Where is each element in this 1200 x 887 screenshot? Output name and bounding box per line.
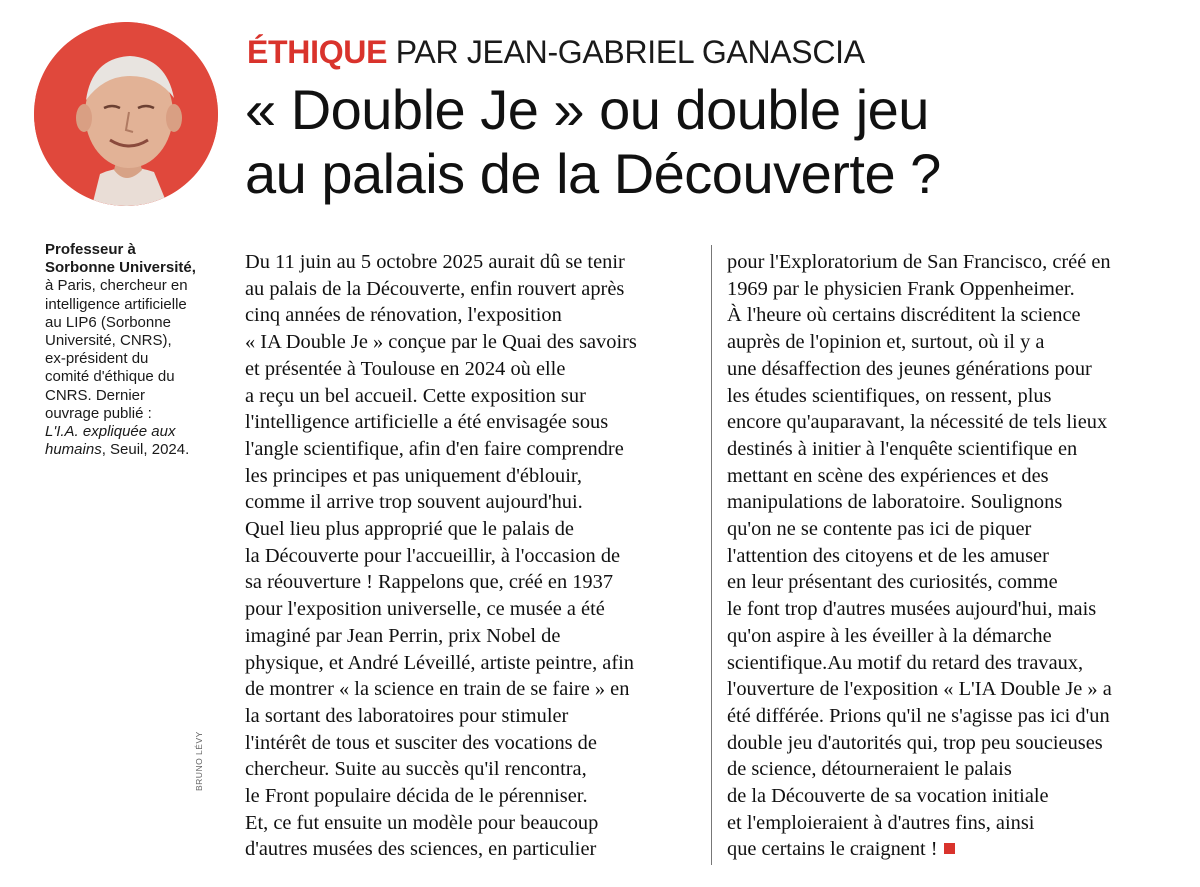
article-line: l'intérêt de tous et susciter des vocations de bbox=[245, 731, 597, 754]
book-title: humains bbox=[45, 441, 102, 459]
bio-line: CNRS. Dernier bbox=[45, 386, 146, 404]
bio-line: comité d'éthique du bbox=[45, 368, 175, 386]
article-line: 1969 par le physicien Frank Oppenheimer. bbox=[727, 277, 1075, 300]
article-line: pour l'exposition universelle, ce musée a été bbox=[245, 598, 605, 621]
rubric-label: ÉTHIQUE bbox=[247, 34, 388, 70]
book-title: L'I.A. expliquée aux bbox=[45, 423, 176, 441]
article-title bbox=[245, 78, 941, 206]
author-photo-illustration bbox=[34, 22, 218, 206]
column-divider bbox=[711, 245, 712, 865]
article-line: les principes et pas uniquement d'éblouir, bbox=[245, 464, 582, 487]
article-line: d'autres musées des sciences, en particulier bbox=[245, 838, 597, 861]
article-line: physique, et André Léveillé, artiste peintre, afin bbox=[245, 651, 634, 674]
article-line: de montrer « la science en train de se faire » en bbox=[245, 678, 630, 701]
article-line: À l'heure où certains discréditent la science bbox=[727, 304, 1081, 327]
article-kicker bbox=[247, 32, 865, 72]
article-line: la sortant des laboratoires pour stimuler bbox=[245, 704, 569, 727]
bio-title: Sorbonne Université, bbox=[45, 259, 196, 277]
bio-title: Professeur à bbox=[45, 241, 136, 258]
article-line: le Front populaire décida de le pérenniser. bbox=[245, 785, 588, 808]
article-line: de science, détourneraient le palais bbox=[727, 758, 1012, 781]
article-line: « IA Double Je » conçue par le Quai des savoirs bbox=[245, 331, 637, 354]
article-line: et l'emploieraient à d'autres fins, ainsi bbox=[727, 811, 1035, 834]
article-line: pour l'Exploratorium de San Francisco, créé en bbox=[727, 251, 1111, 273]
article-line: et présentée à Toulouse en 2024 où elle bbox=[245, 357, 566, 380]
bio-line: au LIP6 (Sorbonne bbox=[45, 313, 171, 331]
bio-line: ex-président du bbox=[45, 350, 149, 368]
article-line: comme il arrive trop souvent aujourd'hui. bbox=[245, 491, 583, 514]
bio-line: intelligence artificielle bbox=[45, 295, 187, 313]
article-column-1 bbox=[245, 249, 637, 863]
photo-credit: BRUNO LÉVY bbox=[194, 731, 204, 791]
byline: PAR JEAN-GABRIEL GANASCIA bbox=[395, 34, 865, 70]
bio-line: Université, CNRS), bbox=[45, 332, 172, 350]
article-line: l'angle scientifique, afin d'en faire comprendre bbox=[245, 437, 624, 460]
article-line: a reçu un bel accueil. Cette exposition sur bbox=[245, 384, 586, 407]
article-line: mettant en scène des expériences et des bbox=[727, 464, 1049, 487]
article-line: été différée. Prions qu'il ne s'agisse pas ici d'un bbox=[727, 704, 1110, 727]
article-line: Du 11 juin au 5 octobre 2025 aurait dû se tenir bbox=[245, 251, 625, 273]
article-line: que certains le craignent ! bbox=[727, 836, 1112, 863]
title-line: au palais de la Découverte ? bbox=[245, 142, 941, 205]
article-line: la Découverte pour l'accueillir, à l'occasion de bbox=[245, 544, 621, 567]
article-line: une désaffection des jeunes générations pour bbox=[727, 357, 1092, 380]
article-line: de la Découverte de sa vocation initiale bbox=[727, 785, 1049, 808]
article-line: Et, ce fut ensuite un modèle pour beaucoup bbox=[245, 811, 599, 834]
article-line: manipulations de laboratoire. Soulignons bbox=[727, 491, 1063, 514]
article-line: scientifique.Au motif du retard des travaux, bbox=[727, 651, 1084, 674]
article-line: les études scientifiques, on ressent, plus bbox=[727, 384, 1052, 407]
article-line: Quel lieu plus approprié que le palais de bbox=[245, 518, 574, 541]
article-line: au palais de la Découverte, enfin rouvert après bbox=[245, 277, 625, 300]
end-of-article-mark bbox=[944, 843, 955, 854]
article-line: auprès de l'opinion et, surtout, où il y a bbox=[727, 331, 1045, 354]
article-line: qu'on aspire à les éveiller à la démarche bbox=[727, 624, 1052, 647]
bio-line: à Paris, chercheur en bbox=[45, 277, 188, 295]
bio-line: ouvrage publié : bbox=[45, 404, 152, 422]
article-line: double jeu d'autorités qui, trop peu soucieuses bbox=[727, 731, 1103, 754]
author-portrait bbox=[34, 22, 218, 206]
article-line: l'intelligence artificielle a été envisagée sous bbox=[245, 411, 609, 434]
article-line: cinq années de rénovation, l'exposition bbox=[245, 304, 562, 327]
article-line: en leur présentant des curiosités, comme bbox=[727, 571, 1058, 594]
article-line: l'ouverture de l'exposition « L'IA Double Je » a bbox=[727, 678, 1112, 701]
title-line: « Double Je » ou double jeu bbox=[245, 78, 929, 141]
article-line: imaginé par Jean Perrin, prix Nobel de bbox=[245, 624, 561, 647]
article-line: l'attention des citoyens et de les amuser bbox=[727, 544, 1049, 567]
article-line: qu'on ne se contente pas ici de piquer bbox=[727, 518, 1032, 541]
author-bio bbox=[45, 241, 215, 459]
article-line: sa réouverture ! Rappelons que, créé en 1937 bbox=[245, 571, 614, 594]
article-line: destinés à initier à l'enquête scientifique en bbox=[727, 437, 1078, 460]
article-line: le font trop d'autres musées aujourd'hui, mais bbox=[727, 598, 1097, 621]
article-line: encore qu'auparavant, la nécessité de tels lieux bbox=[727, 411, 1108, 434]
article-line: chercheur. Suite au succès qu'il rencontra, bbox=[245, 758, 587, 781]
article-column-2 bbox=[727, 249, 1112, 863]
book-publisher: , Seuil, 2024. bbox=[101, 441, 190, 459]
